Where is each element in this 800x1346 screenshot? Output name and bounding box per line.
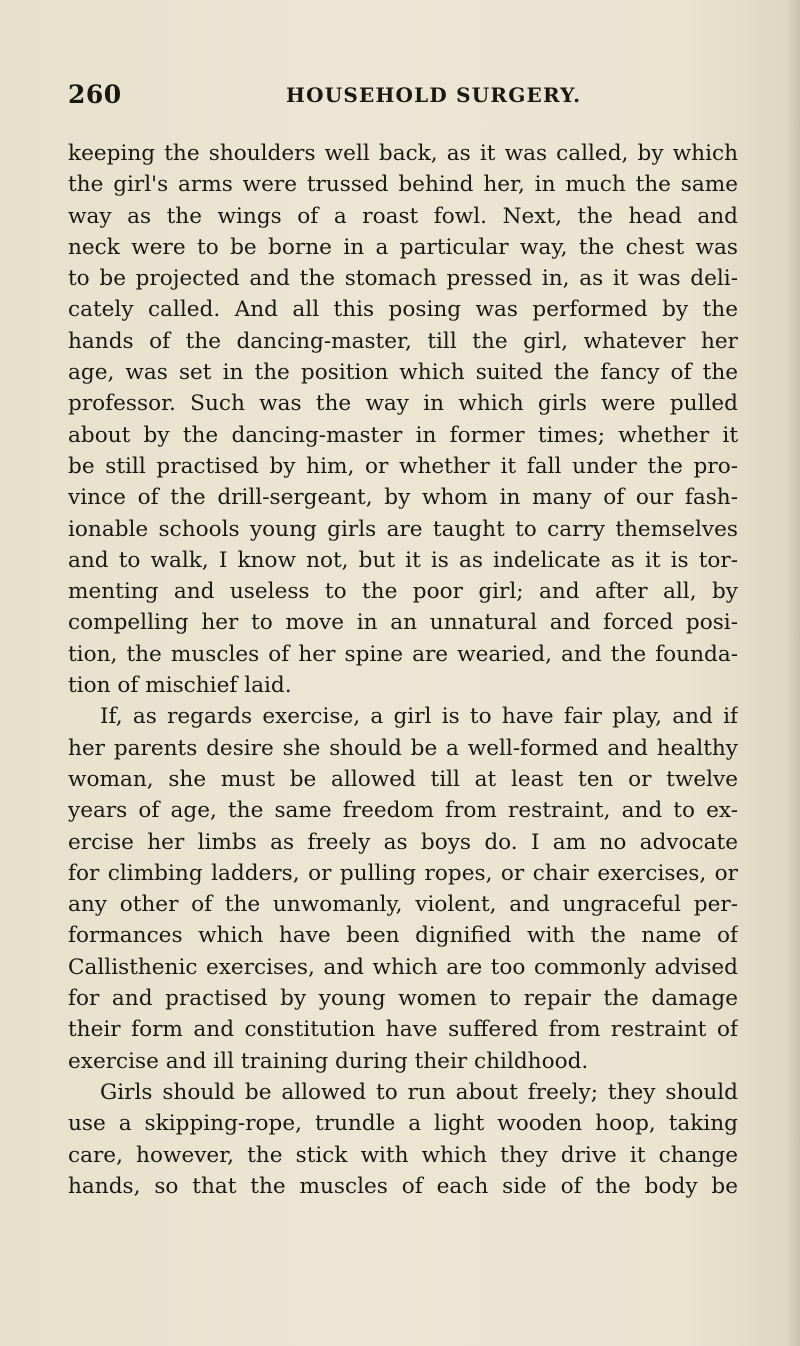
text-line: her parents desire she should be a well-formed and healthy (68, 735, 738, 761)
text-line: for climbing ladders, or pulling ropes, or chair exercises, or (68, 860, 738, 886)
text-line: keeping the shoulders well back, as it was called, by which (68, 141, 738, 166)
text-line: woman, she must be allowed till at least ten or twelve (68, 766, 738, 792)
text-line: compelling her to move in an unnatural and forced posi- (68, 610, 738, 636)
text-line: be still practised by him, or whether it fall under the pro- (68, 453, 738, 479)
text-line: vince of the drill-sergeant, by whom in many of our fash- (68, 485, 738, 511)
text-line: any other of the unwomanly, violent, and ungraceful per- (68, 892, 738, 918)
text-line: their form and constitution have suffered from restraint of (68, 1017, 738, 1043)
text-line: menting and useless to the poor girl; and after all, by (68, 579, 738, 605)
body-text (68, 138, 738, 1202)
text-line: If, as regards exercise, a girl is to have fair play, and if (100, 704, 738, 730)
text-line: ercise her limbs as freely as boys do. I am no advocate (68, 829, 738, 855)
page-number: 260 (68, 80, 122, 109)
text-line: way as the wings of a roast fowl. Next, the head and (68, 203, 738, 229)
text-line: formances which have been dignified with the name of (68, 923, 738, 949)
page-edge-shadow (786, 0, 800, 1346)
text-line: hands, so that the muscles of each side of the body be (68, 1173, 738, 1199)
text-line: exercise and ill training during their childhood. (68, 1048, 589, 1074)
text-line: Girls should be allowed to run about freely; they should (100, 1079, 738, 1105)
page-header (68, 80, 738, 110)
text-line: ionable schools young girls are taught to carry themselves (68, 516, 738, 542)
text-line: use a skipping-rope, trundle a light wooden hoop, taking (68, 1111, 738, 1137)
text-line: age, was set in the position which suited the fancy of the (68, 360, 738, 386)
running-head: HOUSEHOLD SURGERY. (286, 83, 582, 107)
text-line: for and practised by young women to repair the damage (68, 986, 738, 1012)
text-line: tion of mischief laid. (68, 673, 292, 699)
text-line: care, however, the stick with which they drive it change (68, 1142, 738, 1168)
text-line: hands of the dancing-master, till the girl, whatever her (68, 328, 738, 354)
text-line: cately called. And all this posing was performed by the (68, 297, 738, 323)
text-line: years of age, the same freedom from restraint, and to ex- (68, 798, 738, 824)
text-line: neck were to be borne in a particular way, the chest was (68, 234, 738, 260)
text-line: about by the dancing-master in former times; whether it (68, 422, 738, 448)
text-line: to be projected and the stomach pressed in, as it was deli- (68, 266, 738, 292)
text-line: the girl's arms were trussed behind her, in much the same (68, 172, 738, 198)
text-line: professor. Such was the way in which girls were pulled (68, 391, 738, 417)
text-line: Callisthenic exercises, and which are too commonly advised (68, 954, 738, 980)
text-line: tion, the muscles of her spine are wearied, and the founda- (68, 641, 738, 667)
text-line: and to walk, I know not, but it is as indelicate as it is tor- (68, 547, 738, 573)
